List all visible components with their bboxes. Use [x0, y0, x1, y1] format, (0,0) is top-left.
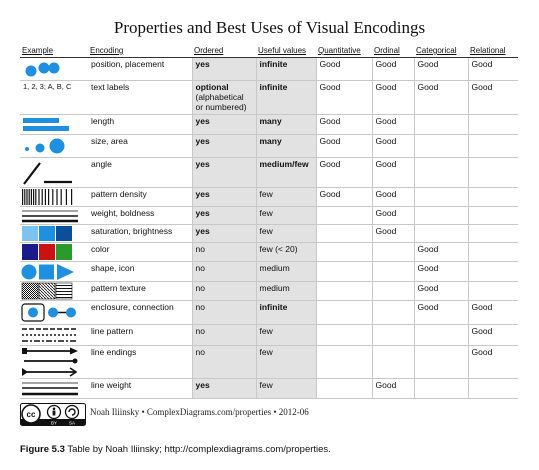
relational-cell	[468, 158, 518, 188]
relational-cell	[468, 282, 518, 301]
ordered-cell: yes	[192, 135, 256, 158]
pattern-texture-icon	[20, 282, 88, 301]
encoding-cell: line weight	[88, 379, 192, 399]
table-row	[20, 135, 518, 158]
table-row	[20, 243, 518, 262]
encoding-cell: enclosure, connection	[88, 301, 192, 325]
ordinal-cell	[372, 282, 414, 301]
ordered-cell: yes	[192, 115, 256, 135]
ordinal-cell	[372, 262, 414, 282]
encoding-cell: length	[88, 115, 192, 135]
quantitative-cell: Good	[316, 81, 372, 115]
creative-commons-badge-icon	[20, 403, 86, 426]
useful-values-cell: few	[256, 346, 316, 379]
useful-values-cell: infinite	[256, 58, 316, 81]
ordered-cell: no	[192, 282, 256, 301]
ordinal-cell: Good	[372, 81, 414, 115]
encoding-cell: pattern texture	[88, 282, 192, 301]
encoding-cell: pattern density	[88, 188, 192, 207]
svg-text:cc: cc	[26, 410, 36, 419]
header-ordinal: Ordinal	[372, 45, 414, 58]
useful-values-cell: few	[256, 207, 316, 225]
relational-cell	[468, 115, 518, 135]
ordinal-cell	[372, 346, 414, 379]
ordinal-cell: Good	[372, 58, 414, 81]
categorical-cell	[414, 135, 468, 158]
line-pattern-icon	[20, 325, 88, 346]
pattern-density-icon	[20, 188, 88, 207]
categorical-cell	[414, 346, 468, 379]
ordered-cell: yes	[192, 379, 256, 399]
encoding-cell: position, placement	[88, 58, 192, 81]
categorical-cell: Good	[414, 282, 468, 301]
relational-cell	[468, 135, 518, 158]
quantitative-cell: Good	[316, 115, 372, 135]
header-encoding: Encoding	[88, 45, 192, 58]
encoding-cell: size, area	[88, 135, 192, 158]
relational-cell: Good	[468, 325, 518, 346]
relational-cell	[468, 379, 518, 399]
header-ordered: Ordered	[192, 45, 256, 58]
ordinal-cell: Good	[372, 207, 414, 225]
header-quantitative: Quantitative	[316, 45, 372, 58]
relational-cell: Good	[468, 346, 518, 379]
table-row	[20, 379, 518, 399]
encoding-cell: angle	[88, 158, 192, 188]
svg-text:BY: BY	[50, 420, 58, 426]
relational-cell	[468, 207, 518, 225]
categorical-cell: Good	[414, 58, 468, 81]
ordered-cell: no	[192, 346, 256, 379]
categorical-cell: Good	[414, 301, 468, 325]
quantitative-cell	[316, 262, 372, 282]
table-row	[20, 188, 518, 207]
useful-values-cell: few	[256, 188, 316, 207]
table-row	[20, 115, 518, 135]
ordinal-cell: Good	[372, 115, 414, 135]
header-useful-values: Useful values	[256, 45, 316, 58]
quantitative-cell	[316, 325, 372, 346]
quantitative-cell	[316, 225, 372, 243]
relational-cell: Good	[468, 58, 518, 81]
table-row	[20, 225, 518, 243]
length-bars-icon	[20, 115, 88, 135]
ordinal-cell: Good	[372, 379, 414, 399]
relational-cell: Good	[468, 81, 518, 115]
encoding-cell: color	[88, 243, 192, 262]
relational-cell: Good	[468, 301, 518, 325]
relational-cell	[468, 188, 518, 207]
header-relational: Relational	[468, 45, 518, 58]
categorical-cell: Good	[414, 262, 468, 282]
angle-lines-icon	[20, 158, 88, 188]
quantitative-cell: Good	[316, 158, 372, 188]
ordered-cell: no	[192, 325, 256, 346]
categorical-cell	[414, 379, 468, 399]
ordered-cell-detail: (alphabetical or numbered)	[195, 92, 247, 112]
relational-cell	[468, 262, 518, 282]
categorical-cell	[414, 207, 468, 225]
encoding-cell: saturation, brightness	[88, 225, 192, 243]
quantitative-cell	[316, 207, 372, 225]
encoding-cell: line pattern	[88, 325, 192, 346]
relational-cell	[468, 243, 518, 262]
useful-values-cell: medium	[256, 282, 316, 301]
ordered-cell: no	[192, 243, 256, 262]
useful-values-cell: infinite	[256, 301, 316, 325]
categorical-cell	[414, 225, 468, 243]
table-row	[20, 262, 518, 282]
circles-position-icon	[20, 58, 88, 81]
ordered-cell: yes	[192, 225, 256, 243]
relational-cell	[468, 225, 518, 243]
ordered-cell: no	[192, 262, 256, 282]
ordinal-cell: Good	[372, 135, 414, 158]
ordinal-cell	[372, 243, 414, 262]
categorical-cell	[414, 188, 468, 207]
useful-values-cell: medium	[256, 262, 316, 282]
color-swatches-icon	[20, 243, 88, 262]
encodings-table	[20, 45, 518, 399]
table-row	[20, 207, 518, 225]
table-row	[20, 58, 518, 81]
quantitative-cell	[316, 346, 372, 379]
ordinal-cell: Good	[372, 188, 414, 207]
useful-values-cell: few	[256, 379, 316, 399]
table-title: Properties and Best Uses of Visual Encodings	[113, 18, 426, 37]
ordered-cell: optional (alphabetical or numbered)	[192, 81, 256, 115]
ordered-cell: no	[192, 301, 256, 325]
ordered-cell: yes	[192, 158, 256, 188]
header-example: Example	[20, 45, 88, 58]
quantitative-cell: Good	[316, 135, 372, 158]
quantitative-cell	[316, 282, 372, 301]
categorical-cell: Good	[414, 81, 468, 115]
size-circles-icon	[20, 135, 88, 158]
svg-text:SA: SA	[68, 420, 76, 426]
quantitative-cell	[316, 243, 372, 262]
categorical-cell	[414, 325, 468, 346]
quantitative-cell: Good	[316, 58, 372, 81]
table-row	[20, 81, 518, 115]
shapes-icon	[20, 262, 88, 282]
useful-values-cell: few (< 20)	[256, 243, 316, 262]
categorical-cell	[414, 158, 468, 188]
quantitative-cell	[316, 379, 372, 399]
weight-lines-icon	[20, 207, 88, 225]
quantitative-cell	[316, 301, 372, 325]
useful-values-cell: medium/few	[256, 158, 316, 188]
enclosure-connection-icon	[20, 301, 88, 325]
table-row	[20, 158, 518, 188]
useful-values-cell: infinite	[256, 81, 316, 115]
example-text: 1, 2, 3; A, B, C	[20, 81, 88, 115]
table-row	[20, 282, 518, 301]
header-categorical: Categorical	[414, 45, 468, 58]
encoding-cell: shape, icon	[88, 262, 192, 282]
saturation-swatches-icon	[20, 225, 88, 243]
ordinal-cell: Good	[372, 225, 414, 243]
useful-values-cell: many	[256, 115, 316, 135]
line-endings-icon	[20, 346, 88, 379]
line-weight-icon	[20, 379, 88, 399]
useful-values-cell: many	[256, 135, 316, 158]
ordinal-cell	[372, 301, 414, 325]
quantitative-cell: Good	[316, 188, 372, 207]
credit-line: Noah Iliinsky • ComplexDiagrams.com/properties • 2012-06	[90, 407, 309, 417]
ordered-cell: yes	[192, 58, 256, 81]
table-row	[20, 346, 518, 379]
categorical-cell	[414, 115, 468, 135]
figure-caption	[20, 444, 331, 455]
figure-caption-label: Figure 5.3	[20, 444, 65, 455]
table-row	[20, 325, 518, 346]
encoding-cell: line endings	[88, 346, 192, 379]
encoding-cell: text labels	[88, 81, 192, 115]
encoding-cell: weight, boldness	[88, 207, 192, 225]
useful-values-cell: few	[256, 325, 316, 346]
useful-values-cell: few	[256, 225, 316, 243]
ordered-cell: yes	[192, 188, 256, 207]
figure-caption-text: Table by Noah Iliinsky; http://complexdiagrams.com/properties.	[64, 444, 331, 455]
table-row	[20, 301, 518, 325]
categorical-cell: Good	[414, 243, 468, 262]
ordinal-cell: Good	[372, 158, 414, 188]
ordered-cell: yes	[192, 207, 256, 225]
ordinal-cell	[372, 325, 414, 346]
